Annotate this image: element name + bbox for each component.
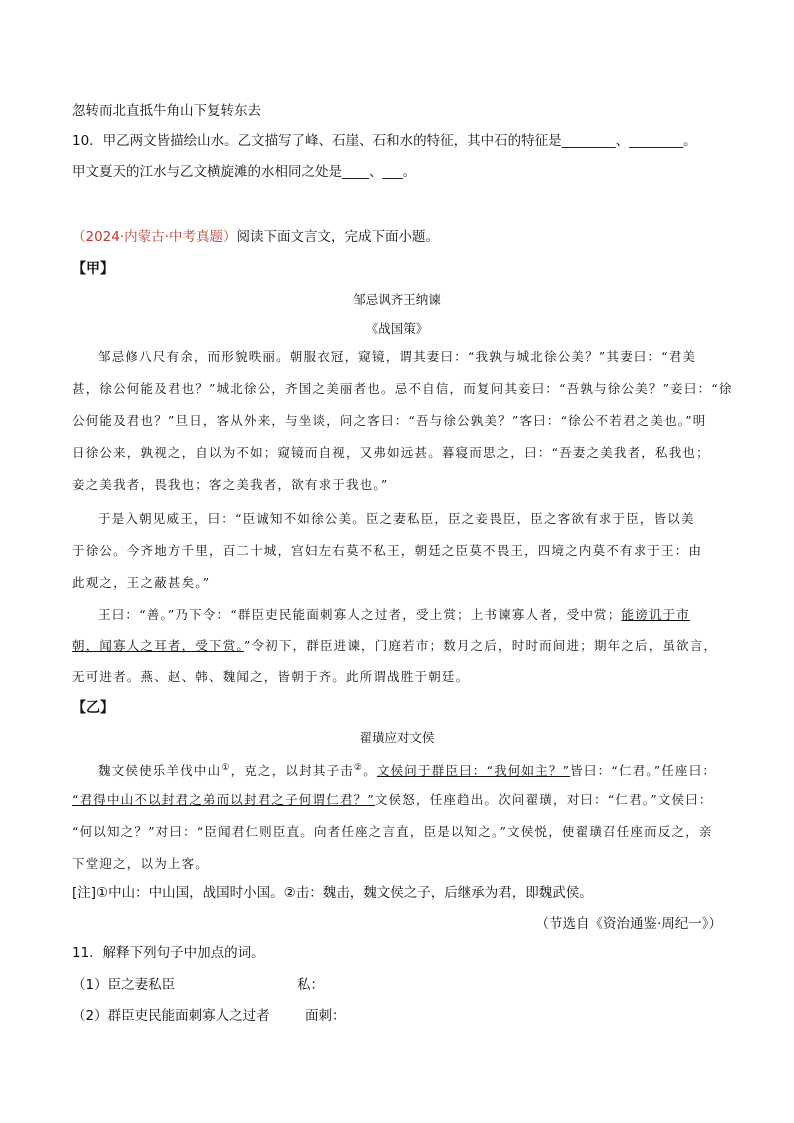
question-10-line2: 甲文夏天的江水与乙文横旋滩的水相同之处是____、___。 xyxy=(72,164,417,180)
passage-line: 此观之，王之蔽甚矣。” xyxy=(72,575,211,590)
question-11-stem: 11．解释下列句子中加点的词。 xyxy=(72,945,265,961)
passage-source-jia: 《战国策》 xyxy=(365,321,429,336)
passage-segment: 王曰：“善。”乃下令：“群臣吏民能面刺寡人之过者，受上赏；上书谏寡人者，受中赏； xyxy=(98,607,622,622)
passage-line: “何以知之？”对曰：“臣闻君仁则臣直。向者任座之言直，臣是以知之。”文侯悦，使翟璜召任座而反之，亲 xyxy=(72,824,713,839)
passage-title-jia: 邹忌讽齐王纳谏 xyxy=(353,292,441,307)
footnote-marker: ② xyxy=(353,763,364,773)
passage-segment: 文侯怒，任座趋出。次问翟璜，对曰：“仁君。”文侯曰： xyxy=(374,792,713,807)
question-10-line1: 10．甲乙两文皆描绘山水。乙文描写了峰、石崖、石和水的特征，其中石的特征是________、________。 xyxy=(72,133,697,149)
question-11-item1: （1）臣之妻私臣 xyxy=(72,977,176,993)
label-jia: 【甲】 xyxy=(72,261,114,277)
question-11-item1-label: 私： xyxy=(297,977,324,993)
passage-segment: ”令初下，群臣进谏，门庭若市；数月之后，时时而间进；期年之后，虽欲言， xyxy=(243,638,718,653)
source-credit: （节选自《资治通鉴·周纪一》） xyxy=(535,916,722,932)
passage-line: 邹忌修八尺有余，而形貌昳丽。朝服衣冠，窥镜，谓其妻曰：“我孰与城北徐公美？”其妻曰：“君美 xyxy=(98,349,697,364)
passage-segment: 魏文侯使乐羊伐中山 xyxy=(98,763,222,779)
label-yi: 【乙】 xyxy=(72,700,114,716)
passage-segment: ，克之，以封其子击 xyxy=(230,763,354,779)
instruction: 阅读下面文言文，完成下面小题。 xyxy=(236,229,439,245)
passage-line: 下堂迎之，以为上客。 xyxy=(72,856,210,871)
underlined-segment: 朝，闻寡人之耳者，受下赏。 xyxy=(72,638,244,653)
passage-line: 妾之美我者，畏我也；客之美我者，欲有求于我也。” xyxy=(72,477,389,492)
passage-line xyxy=(98,606,690,624)
footnote: [注]①中山：中山国，战国时小国。②击：魏击，魏文侯之子，后继承为君，即魏武侯。 xyxy=(72,885,593,901)
underlined-segment: 文侯问于群臣曰：“我何如主？” xyxy=(376,763,571,779)
passage-line: 日徐公来，孰视之，自以为不如；窥镜而自视，又弗如远甚。暮寝而思之，曰：“吾妻之美我者，私我也； xyxy=(72,445,710,460)
text-line: 忽转而北直抵牛角山下复转东去 xyxy=(72,103,261,119)
passage-segment: 。 xyxy=(363,763,377,779)
footnote-marker: ① xyxy=(221,763,231,773)
passage-line: 甚，徐公何能及君也？”城北徐公，齐国之美丽者也。忌不自信，而复问其妾曰：“吾孰与徐公美？”妾曰：“徐 xyxy=(72,381,733,396)
underlined-segment: 能谤讥于市 xyxy=(621,607,690,622)
passage-line: 于徐公。今齐地方千里，百二十城，宫妇左右莫不私王，朝廷之臣莫不畏王，四境之内莫不有求于王：由 xyxy=(72,543,703,558)
passage-line xyxy=(72,791,713,809)
section-intro xyxy=(72,227,439,247)
passage-segment: 皆曰：“仁君。”任座曰： xyxy=(570,763,717,779)
underlined-segment: “君得中山不以封君之弟而以封君之子何谓仁君？” xyxy=(72,792,375,807)
passage-line xyxy=(72,637,717,655)
question-11-item2-label: 面刺： xyxy=(305,1008,346,1024)
question-11-item2: （2）群臣吏民能面刺寡人之过者 xyxy=(72,1008,270,1024)
passage-line: 公何能及君也？”旦日，客从外来，与坐谈，问之客曰：“吾与徐公孰美？”客曰：“徐公不若君之美也。”明 xyxy=(72,413,707,428)
passage-line: 于是入朝见威王，曰：“臣诚知不如徐公美。臣之妻私臣，臣之妾畏臣，臣之客欲有求于臣，皆以美 xyxy=(98,511,695,526)
passage-line: 无可进者。燕、赵、韩、魏闻之，皆朝于齐。此所谓战胜于朝廷。 xyxy=(72,669,470,684)
exam-source: （2024·内蒙古·中考真题） xyxy=(72,229,237,245)
passage-line xyxy=(98,759,716,780)
passage-title-yi: 翟璜应对文侯 xyxy=(359,730,435,745)
